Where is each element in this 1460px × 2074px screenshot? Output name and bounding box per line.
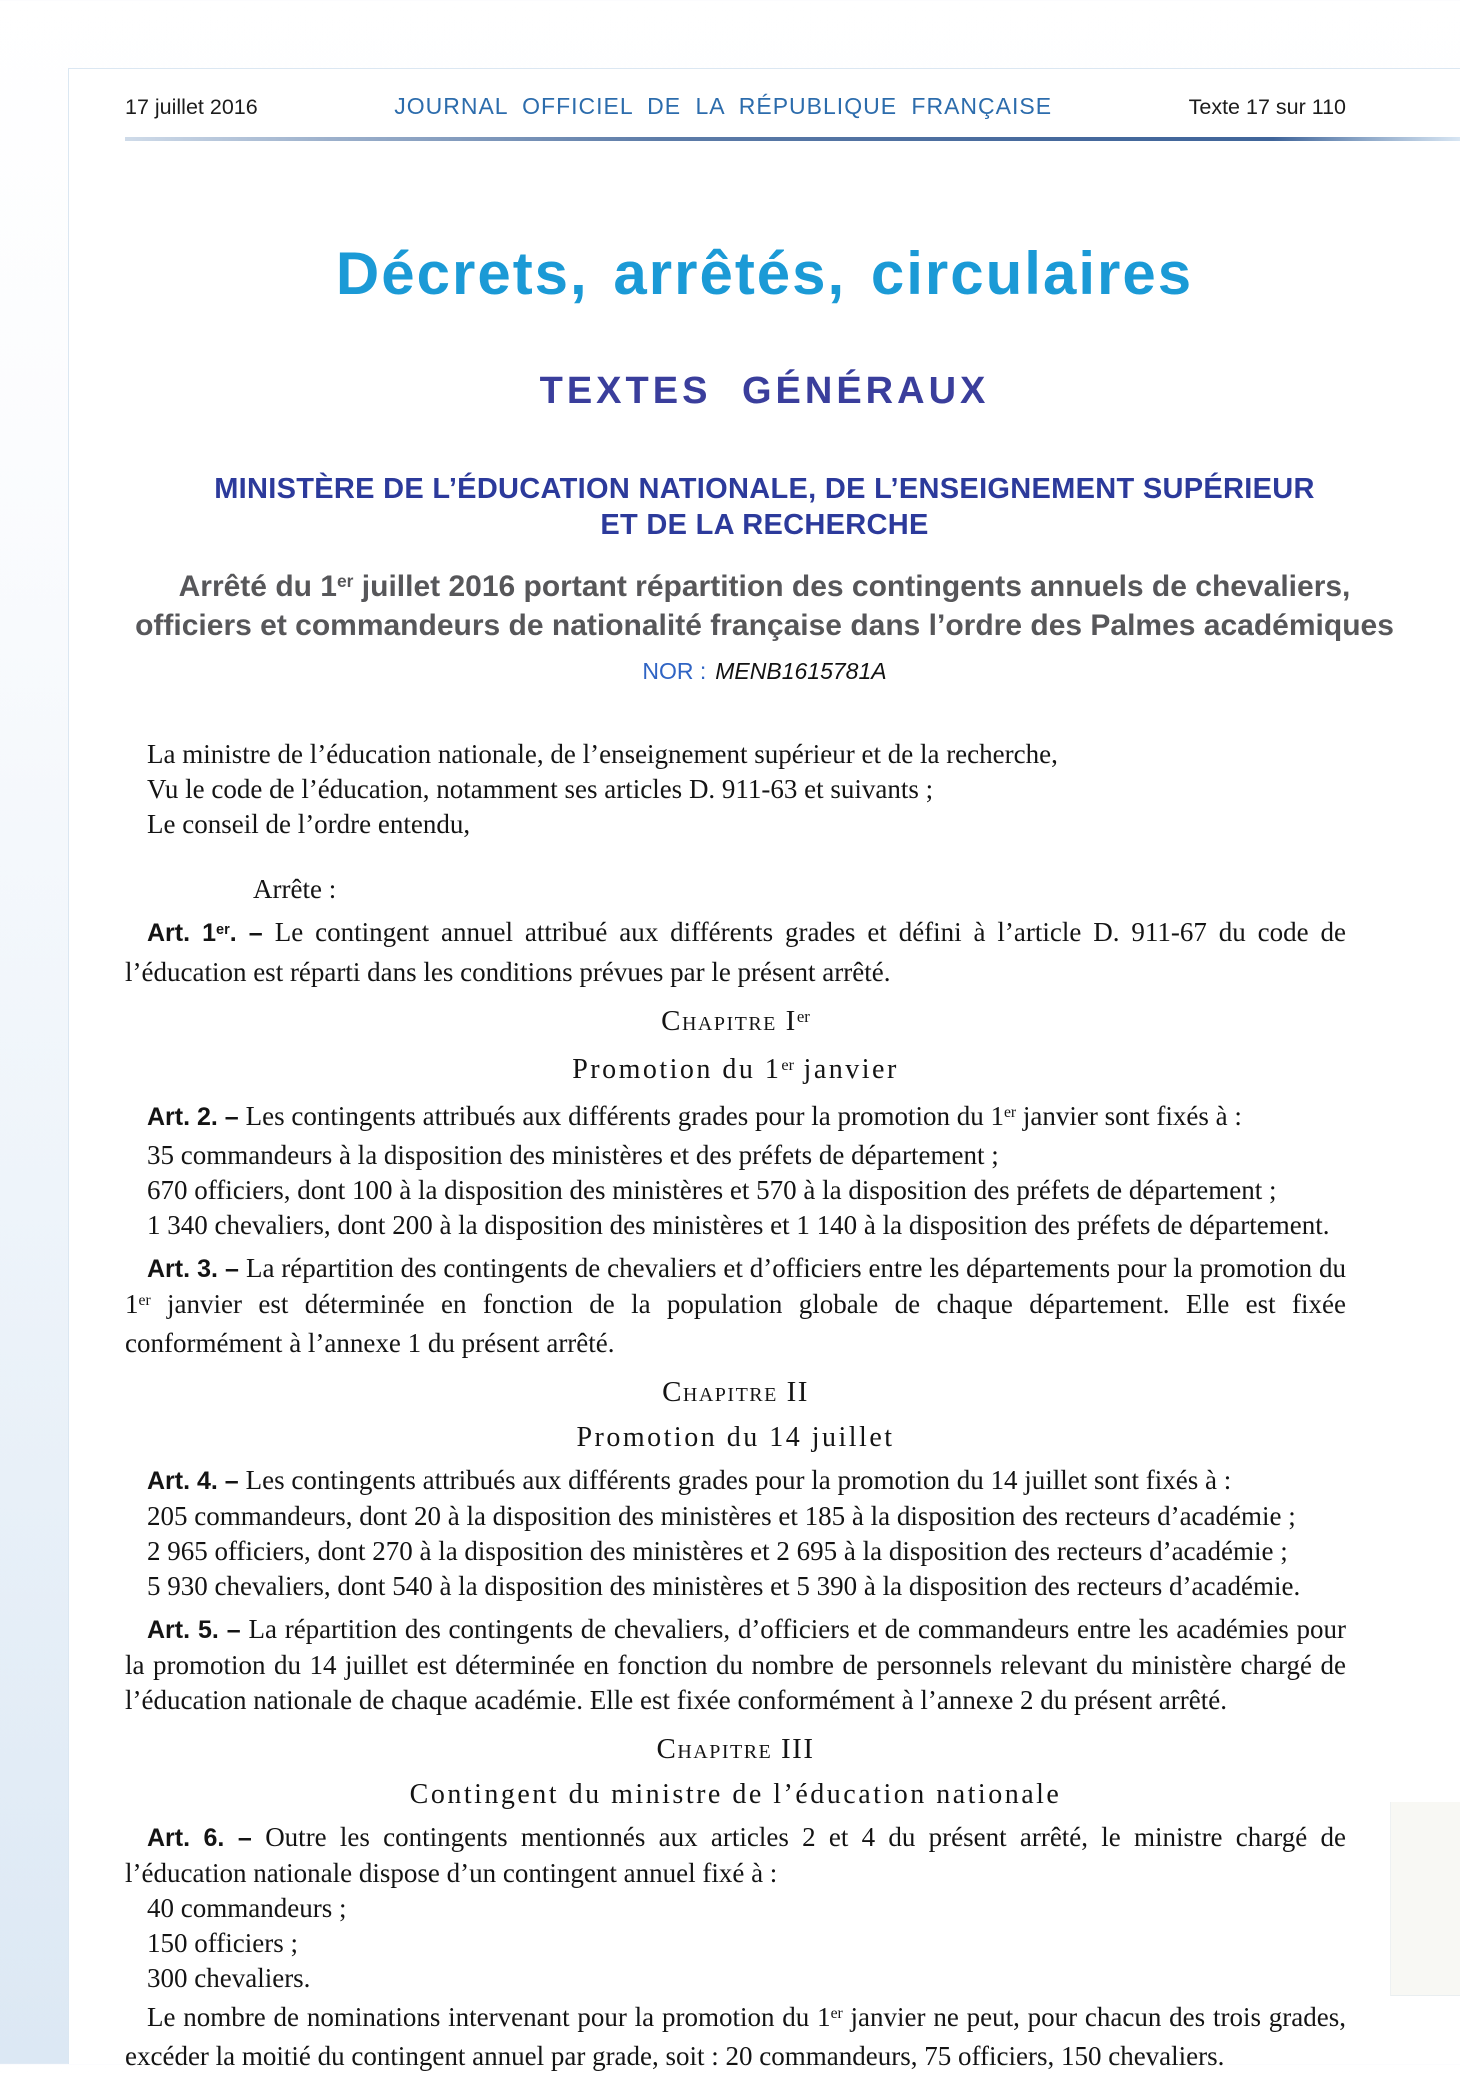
article-5-number: Art. 5. – <box>147 1616 249 1644</box>
list-item: 205 commandeurs, dont 20 à la disposition des ministères et 185 à la disposition des recteurs d’académie ; <box>147 1501 1296 1531</box>
ministry-line-1: MINISTÈRE DE L’ÉDUCATION NATIONALE, DE L’ENSEIGNEMENT SUPÉRIEUR <box>214 473 1315 505</box>
superscript-er: er <box>781 1055 795 1074</box>
list-item: 150 officiers ; <box>147 1928 298 1958</box>
chapter-2-heading: Chapitre II <box>662 1376 809 1408</box>
superscript-er: er <box>830 2005 843 2023</box>
article-4-number: Art. 4. – <box>147 1467 246 1495</box>
decree-body <box>69 737 1460 2074</box>
superscript-er: er <box>1003 1104 1017 1122</box>
header-page-ref: Texte 17 sur 110 <box>1188 95 1346 119</box>
scan-artifact-box <box>1390 1802 1460 1996</box>
ministry-heading <box>69 471 1460 543</box>
nor-label: NOR : <box>642 658 707 684</box>
list-item: 1 340 chevaliers, dont 200 à la disposition des ministères et 1 140 à la disposition des préfets de département. <box>147 1210 1330 1240</box>
nor-value: MENB1615781A <box>715 658 887 684</box>
superscript-er: er <box>216 921 230 938</box>
list-item: 35 commandeurs à la disposition des ministères et des préfets de département ; <box>147 1140 999 1170</box>
header-date: 17 juillet 2016 <box>125 95 258 119</box>
article-6: Art. 6. – Outre les contingents mentionnés aux articles 2 et 4 du présent arrêté, le ministre chargé de l’éducation nationale dispose d’un contingent annuel fixé à : <box>125 1822 1346 1888</box>
chapter-2-subtitle: Promotion du 14 juillet <box>576 1422 895 1453</box>
list-item: 40 commandeurs ; <box>147 1893 347 1923</box>
article-3-number: Art. 3. – <box>147 1255 246 1283</box>
article-3: Art. 3. – La répartition des contingents de chevaliers et d’officiers entre les départements pour la promotion du 1er janvier est déterminée en fonction de la population globale de chaque département. Elle est fixée conformément à l’annexe 1 du présent arrêté. <box>125 1253 1346 1358</box>
decree-title-line-1: Arrêté du 1er juillet 2016 portant répartition des contingents annuels de chevaliers, <box>178 570 1351 603</box>
decree-title-line-2: officiers et commandeurs de nationalité française dans l’ordre des Palmes académiques <box>135 609 1394 642</box>
article-1: Art. 1er. – Le contingent annuel attribué aux différents grades et défini à l’article D. 911-67 du code de l’éducation est réparti dans les conditions prévues par le présent arrêté. <box>125 917 1347 987</box>
superscript-er: er <box>796 1006 810 1026</box>
article-4: Art. 4. – Les contingents attribués aux différents grades pour la promotion du 14 juillet sont fixés à : <box>147 1465 1232 1495</box>
journal-header <box>69 93 1460 120</box>
chapter-1-subtitle: Promotion du 1er janvier <box>572 1054 899 1085</box>
page-sheet <box>68 68 1460 2071</box>
article-1-number: Art. 1er. – <box>147 919 275 947</box>
enacting-formula: Arrête : <box>253 874 337 904</box>
header-journal-title: JOURNAL OFFICIEL DE LA RÉPUBLIQUE FRANÇAISE <box>394 93 1053 119</box>
header-rule <box>125 137 1460 141</box>
article-5: Art. 5. – La répartition des contingents de chevaliers, d’officiers et de commandeurs entre les académies pour la promotion du 14 juillet est déterminée en fonction du nombre de personnels relevant du ministère chargé de l’éducation nationale de chaque académie. Elle est fixée conformément à l’annexe 2 du présent arrêté. <box>125 1614 1346 1715</box>
list-item: 300 chevaliers. <box>147 1963 311 1993</box>
main-title: Décrets, arrêtés, circulaires <box>335 240 1194 307</box>
list-item: 2 965 officiers, dont 270 à la disposition des ministères et 2 695 à la disposition des recteurs d’académie ; <box>147 1536 1288 1566</box>
list-item: 670 officiers, dont 100 à la disposition des ministères et 570 à la disposition des préfets de département ; <box>147 1175 1277 1205</box>
preamble-minister: La ministre de l’éducation nationale, de l’enseignement supérieur et de la recherche, <box>147 739 1058 769</box>
section-title: TEXTES GÉNÉRAUX <box>539 370 990 412</box>
article-6-number: Art. 6. – <box>147 1824 266 1852</box>
ministry-line-2: ET DE LA RECHERCHE <box>600 509 929 541</box>
closing-paragraph: Le nombre de nominations intervenant pour la promotion du 1er janvier ne peut, pour chacun des trois grades, excéder la moitié du contingent annuel par grade, soit : 20 commandeurs, 75 officiers, 150 chevaliers. <box>125 2002 1346 2071</box>
nor-line <box>69 658 1460 685</box>
chapter-1-heading: Chapitre Ier <box>661 1005 810 1037</box>
decree-title <box>69 569 1460 644</box>
article-2-number: Art. 2. – <box>147 1103 246 1131</box>
chapter-3-heading: Chapitre III <box>656 1733 815 1765</box>
superscript-er: er <box>138 1292 151 1310</box>
superscript-er: er <box>337 571 354 592</box>
list-item: 5 930 chevaliers, dont 540 à la disposition des ministères et 5 390 à la disposition des recteurs d’académie. <box>147 1571 1301 1601</box>
preamble-visa: Vu le code de l’éducation, notamment ses articles D. 911-63 et suivants ; <box>147 774 934 804</box>
article-2: Art. 2. – Les contingents attribués aux différents grades pour la promotion du 1er janvier sont fixés à : <box>147 1101 1242 1131</box>
preamble-council: Le conseil de l’ordre entendu, <box>147 809 471 839</box>
chapter-3-subtitle: Contingent du ministre de l’éducation nationale <box>409 1779 1062 1810</box>
